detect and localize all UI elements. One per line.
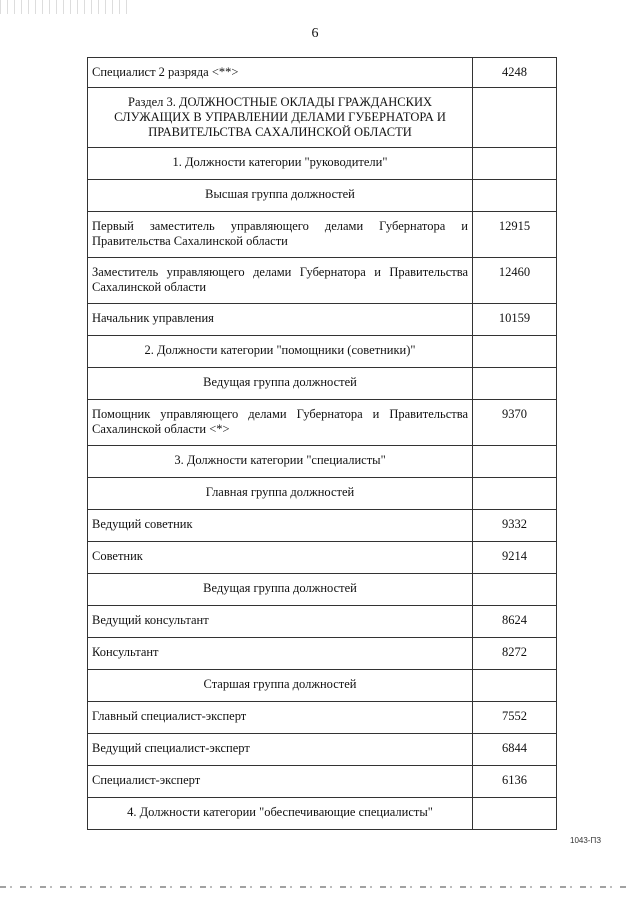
section-heading: Ведущая группа должностей [88,574,473,606]
table-row [88,58,557,88]
scan-noise-bottom [0,886,630,888]
salary-value [473,478,557,510]
section-heading-row [88,574,557,606]
salary-value: 12460 [473,258,557,304]
section-heading-row [88,148,557,180]
salary-value [473,446,557,478]
position-name: Специалист 2 разряда <**> [88,58,473,88]
table-row [88,510,557,542]
position-name: Ведущий специалист-эксперт [88,734,473,766]
position-name: Помощник управляющего делами Губернатора и Правительства Сахалинской области <*> [88,400,473,446]
position-name: Специалист-эксперт [88,766,473,798]
salary-value: 9370 [473,400,557,446]
table-row [88,542,557,574]
section-heading-row [88,446,557,478]
salary-value [473,148,557,180]
position-name: Заместитель управляющего делами Губернатора и Правительства Сахалинской области [88,258,473,304]
document-code: 1043-ПЗ [570,836,602,845]
salary-value: 8624 [473,606,557,638]
scan-noise-top [0,0,130,14]
section-heading-row [88,368,557,400]
table-row [88,304,557,336]
position-name: Консультант [88,638,473,670]
section-heading: Ведущая группа должностей [88,368,473,400]
salary-value [473,574,557,606]
salary-value: 12915 [473,212,557,258]
table-row [88,766,557,798]
table-row [88,734,557,766]
section-heading: Высшая группа должностей [88,180,473,212]
position-name: Ведущий советник [88,510,473,542]
section-heading-row [88,478,557,510]
section-heading-row [88,670,557,702]
table-row [88,606,557,638]
salary-value [473,88,557,148]
section-heading: Старшая группа должностей [88,670,473,702]
position-name: Начальник управления [88,304,473,336]
section-heading: 4. Должности категории "обеспечивающие специалисты" [88,798,473,830]
salary-value [473,368,557,400]
section-heading: 1. Должности категории "руководители" [88,148,473,180]
section-heading: 2. Должности категории "помощники (советники)" [88,336,473,368]
salary-value: 6136 [473,766,557,798]
salary-value [473,336,557,368]
page-number: 6 [311,26,319,41]
salary-value: 10159 [473,304,557,336]
position-name: Ведущий консультант [88,606,473,638]
position-name: Главный специалист-эксперт [88,702,473,734]
table-row [88,212,557,258]
salary-value [473,670,557,702]
table-row [88,258,557,304]
table-row [88,702,557,734]
section-heading-row [88,88,557,148]
salary-value: 4248 [473,58,557,88]
position-name: Советник [88,542,473,574]
salary-value [473,180,557,212]
salary-value [473,798,557,830]
position-name: Первый заместитель управляющего делами Губернатора и Правительства Сахалинской области [88,212,473,258]
section-heading-row [88,180,557,212]
salary-value: 6844 [473,734,557,766]
salary-value: 7552 [473,702,557,734]
salary-value: 9214 [473,542,557,574]
section-heading: Главная группа должностей [88,478,473,510]
table-row [88,400,557,446]
section-heading: 3. Должности категории "специалисты" [88,446,473,478]
salary-value: 8272 [473,638,557,670]
salary-table [87,57,557,830]
section-heading-row [88,798,557,830]
section-heading: Раздел 3. ДОЛЖНОСТНЫЕ ОКЛАДЫ ГРАЖДАНСКИХ СЛУЖАЩИХ В УПРАВЛЕНИИ ДЕЛАМИ ГУБЕРНАТОРА И ПРАВИТЕЛЬСТВА САХАЛИНСКОЙ ОБЛАСТИ [88,88,473,148]
salary-value: 9332 [473,510,557,542]
section-heading-row [88,336,557,368]
table-row [88,638,557,670]
